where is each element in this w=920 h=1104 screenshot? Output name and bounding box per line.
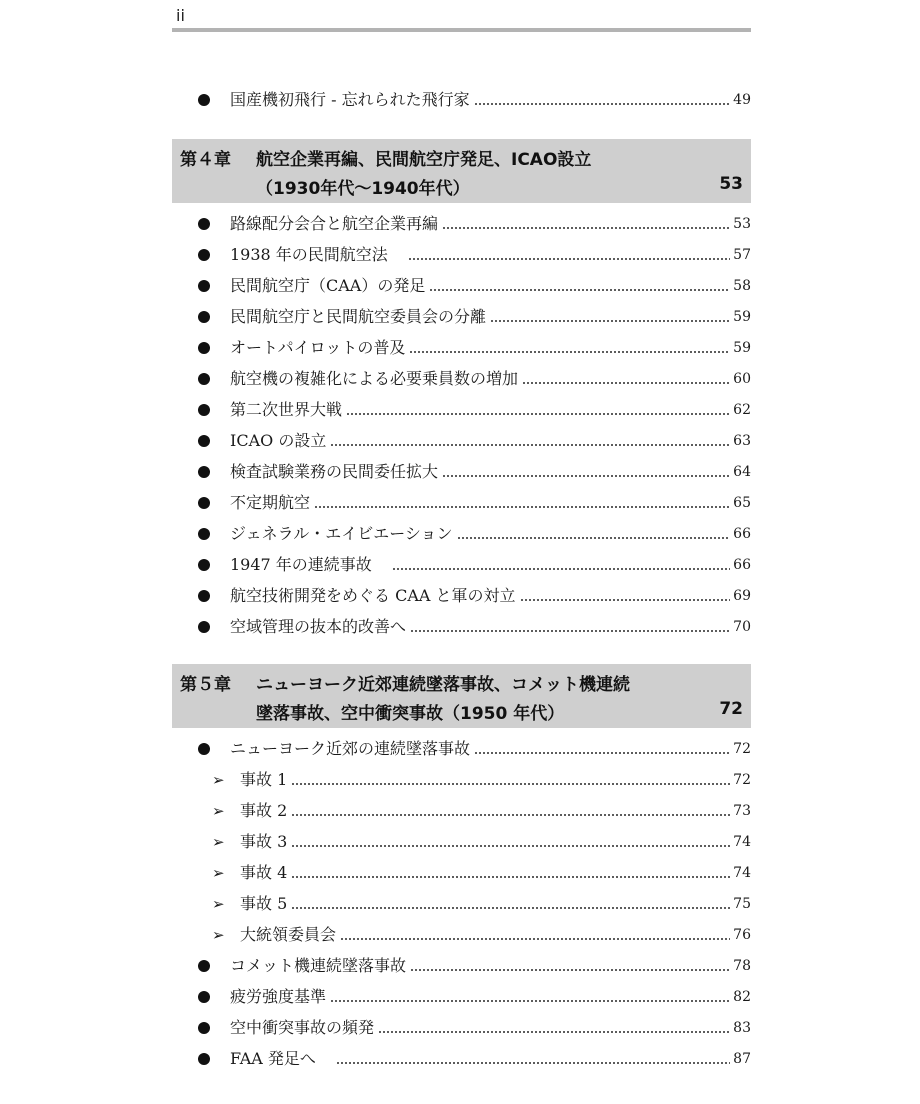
toc-subentry[interactable] [172,767,751,791]
dot-leader [336,1062,730,1064]
dot-leader [442,227,730,229]
toc-entry[interactable] [172,1046,751,1070]
bullet-icon [198,621,210,633]
toc-entry-title: 事故 3 [240,832,288,851]
bullet-icon [198,342,210,354]
toc-entry[interactable] [172,984,751,1008]
dot-leader [410,969,730,971]
chapter-page: 53 [719,174,743,194]
dot-leader [291,876,730,878]
dot-leader [392,568,730,570]
chapter-page: 72 [719,699,743,719]
toc-subentry[interactable] [172,891,751,915]
arrow-bullet-icon: ➢ [212,802,225,820]
dot-leader [490,320,730,322]
arrow-bullet-icon: ➢ [212,926,225,944]
toc-entry-title: 航空機の複雑化による必要乗員数の増加 [230,369,519,388]
toc-entry-title: オートパイロットの普及 [230,338,406,357]
toc-entry-title: 検査試験業務の民間委任拡大 [230,462,439,481]
chapter-heading[interactable] [172,139,751,203]
toc-entry-title: 航空技術開発をめぐる CAA と軍の対立 [230,586,516,605]
bullet-icon [198,280,210,292]
toc-entry-title: ジェネラル・エイビエーション [230,524,453,543]
toc-entry-page: 75 [733,896,751,912]
dot-leader [291,845,730,847]
bullet-icon [198,373,210,385]
toc-entry[interactable] [172,614,751,638]
toc-entry-page: 87 [733,1051,751,1067]
toc-entry-title: 民間航空庁（CAA）の発足 [230,276,426,295]
toc-entry-page: 66 [733,557,751,573]
toc-entry-page: 76 [733,927,751,943]
chapter-label: 第５章 [180,675,231,695]
toc-entry-title: ニューヨーク近郊の連続墜落事故 [230,739,471,758]
arrow-bullet-icon: ➢ [212,864,225,882]
toc-entry[interactable] [172,304,751,328]
toc-entry-page: 66 [733,526,751,542]
toc-entry[interactable] [172,397,751,421]
toc-entry-page: 59 [733,309,751,325]
toc-entry-page: 73 [733,803,751,819]
toc-entry[interactable] [172,552,751,576]
toc-entry-page: 69 [733,588,751,604]
dot-leader [291,907,730,909]
toc-entry-title: 第二次世界大戦 [230,400,343,419]
toc-entry-page: 82 [733,989,751,1005]
chapter-title-line2: 墜落事故、空中衝突事故（1950 年代） [256,704,565,724]
toc-entry-page: 70 [733,619,751,635]
toc-entry-title: 事故 4 [240,863,288,882]
toc-entry-page: 74 [733,834,751,850]
toc-entry-page: 62 [733,402,751,418]
toc-entry-title: 国産機初飛行 - 忘れられた飛行家 [230,90,470,109]
bullet-icon [198,311,210,323]
bullet-icon [198,497,210,509]
bullet-icon [198,404,210,416]
toc-entry-title: 空中衝突事故の頻発 [230,1018,375,1037]
bullet-icon [198,1053,210,1065]
toc-entry-page: 78 [733,958,751,974]
arrow-bullet-icon: ➢ [212,895,225,913]
bullet-icon [198,94,210,106]
toc-entry-title: 事故 2 [240,801,288,820]
toc-entry[interactable] [172,953,751,977]
dot-leader [520,599,731,601]
bullet-icon [198,559,210,571]
dot-leader [340,938,730,940]
header-rule [172,28,751,32]
chapter-label: 第４章 [180,150,231,170]
dot-leader [291,814,730,816]
toc-entry-page: 83 [733,1020,751,1036]
toc-entry-page: 58 [733,278,751,294]
toc-entry[interactable] [172,521,751,545]
dot-leader [291,783,730,785]
dot-leader [408,258,730,260]
dot-leader [378,1031,730,1033]
toc-entry[interactable] [172,273,751,297]
bullet-icon [198,991,210,1003]
toc-entry-page: 64 [733,464,751,480]
bullet-icon [198,743,210,755]
dot-leader [314,506,730,508]
toc-entry[interactable] [172,335,751,359]
toc-entry-page: 63 [733,433,751,449]
toc-subentry[interactable] [172,829,751,853]
dot-leader [409,351,730,353]
toc-entry[interactable] [172,459,751,483]
toc-entry-title: 事故 5 [240,894,288,913]
bullet-icon [198,1022,210,1034]
chapter-title-line1: ニューヨーク近郊連続墜落事故、コメット機連続 [256,675,630,695]
arrow-bullet-icon: ➢ [212,833,225,851]
dot-leader [442,475,730,477]
page-number: ii [176,6,185,25]
bullet-icon [198,466,210,478]
toc-entry[interactable] [172,428,751,452]
chapter-title-line1: 航空企業再編、民間航空庁発足、ICAO設立 [256,150,592,170]
toc-entry-page: 59 [733,340,751,356]
arrow-bullet-icon: ➢ [212,771,225,789]
toc-entry-title: FAA 発足へ [230,1049,332,1068]
toc-entry[interactable] [172,242,751,266]
toc-entry-title: 1947 年の連続事故 [230,555,388,574]
bullet-icon [198,218,210,230]
toc-entry-title: 疲労強度基準 [230,987,327,1006]
toc-subentry[interactable] [172,798,751,822]
toc-entry-title: コメット機連続墜落事故 [230,956,407,975]
toc-entry-title: 民間航空庁と民間航空委員会の分離 [230,307,487,326]
toc-entry-title: 空域管理の抜本的改善へ [230,617,407,636]
dot-leader [346,413,730,415]
toc-entry-page: 60 [733,371,751,387]
toc-entry-page: 53 [733,216,751,232]
toc-entry-page: 65 [733,495,751,511]
dot-leader [474,752,730,754]
toc-subentry[interactable] [172,860,751,884]
bullet-icon [198,590,210,602]
toc-entry[interactable] [172,211,751,235]
dot-leader [429,289,730,291]
toc-entry-title: 不定期航空 [230,493,311,512]
toc-entry[interactable] [172,366,751,390]
dot-leader [457,537,731,539]
toc-entry-title: 1938 年の民間航空法 [230,245,404,264]
toc-entry[interactable] [172,87,751,111]
bullet-icon [198,435,210,447]
dot-leader [410,630,730,632]
dot-leader [522,382,730,384]
bullet-icon [198,960,210,972]
toc-entry-page: 74 [733,865,751,881]
toc-entry-title: 路線配分会合と航空企業再編 [230,214,439,233]
toc-subentry[interactable] [172,922,751,946]
toc-entry-page: 72 [733,772,751,788]
bullet-icon [198,528,210,540]
toc-entry[interactable] [172,1015,751,1039]
toc-entry-page: 72 [733,741,751,757]
toc-entry[interactable] [172,490,751,514]
toc-entry[interactable] [172,583,751,607]
toc-entry-page: 57 [733,247,751,263]
toc-entry-title: ICAO の設立 [230,431,327,450]
chapter-heading[interactable] [172,664,751,728]
toc-entry-title: 大統領委員会 [240,925,337,944]
dot-leader [330,444,730,446]
bullet-icon [198,249,210,261]
toc-entry-page: 49 [733,92,751,108]
dot-leader [330,1000,730,1002]
dot-leader [474,103,731,105]
toc-entry[interactable] [172,736,751,760]
toc-entry-title: 事故 1 [240,770,288,789]
chapter-title-line2: （1930年代～1940年代） [256,179,470,199]
